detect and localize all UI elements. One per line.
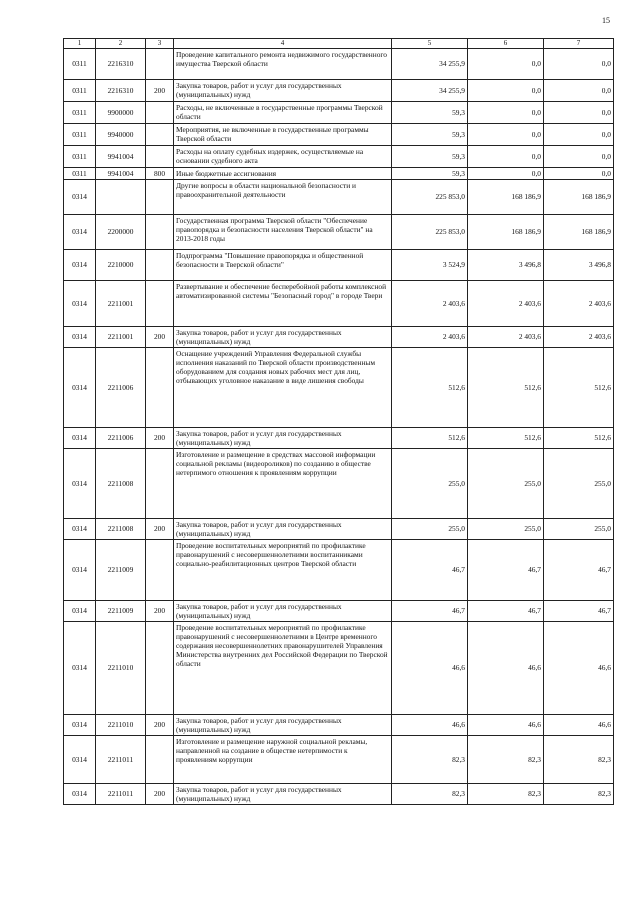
article-code: 9941004 [96, 145, 146, 167]
section-code: 0311 [64, 48, 96, 79]
section-code: 0314 [64, 427, 96, 448]
expense-type-code [146, 347, 174, 427]
amount-col-6: 0,0 [468, 145, 544, 167]
amount-col-7: 0,0 [544, 123, 614, 145]
article-code: 2211001 [96, 280, 146, 326]
item-name: Закупка товаров, работ и услуг для государственных (муниципальных) нужд [174, 714, 392, 735]
table-row [64, 600, 614, 621]
amount-col-6: 46,6 [468, 621, 544, 714]
item-name: Расходы, не включенные в государственные программы Тверской области [174, 101, 392, 123]
article-code: 2211001 [96, 326, 146, 347]
header-col-5: 5 [392, 39, 468, 49]
amount-col-5: 512,6 [392, 347, 468, 427]
amount-col-6: 255,0 [468, 518, 544, 539]
section-code: 0311 [64, 123, 96, 145]
amount-col-5: 46,6 [392, 621, 468, 714]
section-code: 0314 [64, 783, 96, 804]
table-row [64, 347, 614, 427]
expense-type-code [146, 735, 174, 783]
item-name: Мероприятия, не включенные в государственные программы Тверской области [174, 123, 392, 145]
table-row [64, 621, 614, 714]
section-code: 0314 [64, 326, 96, 347]
article-code [96, 179, 146, 214]
amount-col-7: 2 403,6 [544, 326, 614, 347]
amount-col-5: 46,7 [392, 539, 468, 600]
table-row [64, 179, 614, 214]
header-col-2: 2 [96, 39, 146, 49]
article-code: 9900000 [96, 101, 146, 123]
expense-type-code [146, 539, 174, 600]
item-name: Закупка товаров, работ и услуг для государственных (муниципальных) нужд [174, 518, 392, 539]
amount-col-7: 0,0 [544, 145, 614, 167]
article-code: 2211010 [96, 621, 146, 714]
section-code: 0314 [64, 249, 96, 280]
article-code: 9941004 [96, 167, 146, 179]
amount-col-5: 59,3 [392, 123, 468, 145]
article-code: 2211009 [96, 539, 146, 600]
amount-col-6: 168 186,9 [468, 214, 544, 249]
amount-col-6: 46,7 [468, 600, 544, 621]
table-body [64, 48, 614, 804]
amount-col-6: 255,0 [468, 448, 544, 518]
amount-col-5: 225 853,0 [392, 179, 468, 214]
amount-col-7: 3 496,8 [544, 249, 614, 280]
item-name: Закупка товаров, работ и услуг для государственных (муниципальных) нужд [174, 79, 392, 101]
amount-col-6: 2 403,6 [468, 326, 544, 347]
section-code: 0314 [64, 448, 96, 518]
table-row [64, 79, 614, 101]
item-name: Закупка товаров, работ и услуг для государственных (муниципальных) нужд [174, 600, 392, 621]
amount-col-7: 0,0 [544, 101, 614, 123]
table-row [64, 518, 614, 539]
item-name: Проведение воспитательных мероприятий по профилактике правонарушений с несовершеннолетними в Центре временного содержания несовершеннолетних правонарушителей Управления Министерства внутренних дел Российской Федерации по Тверской области [174, 621, 392, 714]
article-code: 2216310 [96, 48, 146, 79]
amount-col-7: 82,3 [544, 735, 614, 783]
amount-col-7: 0,0 [544, 167, 614, 179]
amount-col-7: 46,7 [544, 539, 614, 600]
section-code: 0311 [64, 79, 96, 101]
amount-col-5: 46,7 [392, 600, 468, 621]
header-col-7: 7 [544, 39, 614, 49]
expense-type-code [146, 48, 174, 79]
section-code: 0314 [64, 539, 96, 600]
amount-col-5: 2 403,6 [392, 280, 468, 326]
item-name: Развертывание и обеспечение бесперебойной работы комплексной автоматизированной системы "Безопасный город" в городе Твери [174, 280, 392, 326]
amount-col-5: 59,3 [392, 101, 468, 123]
table-row [64, 427, 614, 448]
amount-col-7: 46,7 [544, 600, 614, 621]
amount-col-6: 0,0 [468, 48, 544, 79]
header-col-6: 6 [468, 39, 544, 49]
table-row [64, 249, 614, 280]
article-code: 2211011 [96, 735, 146, 783]
amount-col-5: 82,3 [392, 783, 468, 804]
header-col-1: 1 [64, 39, 96, 49]
item-name: Другие вопросы в области национальной безопасности и правоохранительной деятельности [174, 179, 392, 214]
amount-col-7: 512,6 [544, 427, 614, 448]
table-row [64, 714, 614, 735]
item-name: Подпрограмма "Повышение правопорядка и общественной безопасности в Тверской области" [174, 249, 392, 280]
section-code: 0314 [64, 179, 96, 214]
expense-type-code [146, 101, 174, 123]
item-name: Закупка товаров, работ и услуг для государственных (муниципальных) нужд [174, 326, 392, 347]
amount-col-5: 225 853,0 [392, 214, 468, 249]
expense-type-code: 200 [146, 600, 174, 621]
amount-col-5: 255,0 [392, 448, 468, 518]
item-name: Оснащение учреждений Управления Федеральной службы исполнения наказаний по Тверской области производственным оборудованием для создания новых рабочих мест для лиц, отбывающих уголовное наказание в виде лишения свободы [174, 347, 392, 427]
item-name: Проведение капитального ремонта недвижимого государственного имущества Тверской области [174, 48, 392, 79]
item-name: Проведение воспитательных мероприятий по профилактике правонарушений с несовершеннолетними воспитанниками социально-реабилитационных центров Тверской области [174, 539, 392, 600]
amount-col-5: 82,3 [392, 735, 468, 783]
table-row [64, 539, 614, 600]
amount-col-6: 512,6 [468, 347, 544, 427]
expense-type-code: 800 [146, 167, 174, 179]
amount-col-7: 255,0 [544, 518, 614, 539]
item-name: Изготовление и размещение наружной социальной рекламы, направленной на создание в обществе нетерпимости к проявлениям коррупции [174, 735, 392, 783]
table-row [64, 735, 614, 783]
item-name: Расходы на оплату судебных издержек, осуществляемые на основании судебного акта [174, 145, 392, 167]
section-code: 0314 [64, 600, 96, 621]
amount-col-6: 0,0 [468, 101, 544, 123]
amount-col-6: 3 496,8 [468, 249, 544, 280]
article-code: 9940000 [96, 123, 146, 145]
amount-col-5: 59,3 [392, 145, 468, 167]
amount-col-7: 2 403,6 [544, 280, 614, 326]
amount-col-6: 82,3 [468, 783, 544, 804]
expense-type-code [146, 448, 174, 518]
amount-col-5: 2 403,6 [392, 326, 468, 347]
table-row [64, 214, 614, 249]
section-code: 0314 [64, 280, 96, 326]
section-code: 0311 [64, 145, 96, 167]
item-name: Закупка товаров, работ и услуг для государственных (муниципальных) нужд [174, 783, 392, 804]
amount-col-7: 0,0 [544, 48, 614, 79]
item-name: Иные бюджетные ассигнования [174, 167, 392, 179]
budget-table [63, 38, 614, 805]
article-code: 2211006 [96, 427, 146, 448]
amount-col-5: 34 255,9 [392, 48, 468, 79]
expense-type-code: 200 [146, 714, 174, 735]
header-col-4: 4 [174, 39, 392, 49]
page-number: 15 [602, 16, 610, 25]
amount-col-5: 59,3 [392, 167, 468, 179]
amount-col-5: 46,6 [392, 714, 468, 735]
article-code: 2200000 [96, 214, 146, 249]
section-code: 0314 [64, 621, 96, 714]
table-row [64, 280, 614, 326]
section-code: 0314 [64, 214, 96, 249]
section-code: 0314 [64, 714, 96, 735]
header-row [64, 39, 614, 49]
article-code: 2211006 [96, 347, 146, 427]
header-col-3: 3 [146, 39, 174, 49]
amount-col-7: 168 186,9 [544, 179, 614, 214]
amount-col-6: 512,6 [468, 427, 544, 448]
item-name: Изготовление и размещение в средствах массовой информации социальной рекламы (видеороликов) по созданию в обществе нетерпимого отношения к проявлениям коррупции [174, 448, 392, 518]
table-row [64, 123, 614, 145]
expense-type-code: 200 [146, 518, 174, 539]
expense-type-code [146, 214, 174, 249]
expense-type-code [146, 123, 174, 145]
amount-col-7: 46,6 [544, 621, 614, 714]
article-code: 2211009 [96, 600, 146, 621]
article-code: 2210000 [96, 249, 146, 280]
section-code: 0311 [64, 101, 96, 123]
amount-col-7: 255,0 [544, 448, 614, 518]
table-row [64, 101, 614, 123]
expense-type-code: 200 [146, 326, 174, 347]
amount-col-6: 0,0 [468, 79, 544, 101]
amount-col-7: 0,0 [544, 79, 614, 101]
amount-col-7: 46,6 [544, 714, 614, 735]
amount-col-6: 0,0 [468, 167, 544, 179]
article-code: 2211008 [96, 448, 146, 518]
article-code: 2216310 [96, 79, 146, 101]
amount-col-6: 82,3 [468, 735, 544, 783]
amount-col-7: 512,6 [544, 347, 614, 427]
table-row [64, 783, 614, 804]
amount-col-5: 3 524,9 [392, 249, 468, 280]
table-row [64, 448, 614, 518]
article-code: 2211010 [96, 714, 146, 735]
expense-type-code: 200 [146, 427, 174, 448]
amount-col-6: 46,7 [468, 539, 544, 600]
table-row [64, 48, 614, 79]
section-code: 0314 [64, 518, 96, 539]
item-name: Закупка товаров, работ и услуг для государственных (муниципальных) нужд [174, 427, 392, 448]
amount-col-7: 82,3 [544, 783, 614, 804]
table-row [64, 326, 614, 347]
item-name: Государственная программа Тверской области "Обеспечение правопорядка и безопасности населения Тверской области" на 2013-2018 годы [174, 214, 392, 249]
expense-type-code [146, 280, 174, 326]
expense-type-code [146, 621, 174, 714]
section-code: 0314 [64, 735, 96, 783]
section-code: 0314 [64, 347, 96, 427]
amount-col-6: 168 186,9 [468, 179, 544, 214]
amount-col-6: 0,0 [468, 123, 544, 145]
section-code: 0311 [64, 167, 96, 179]
table-row [64, 145, 614, 167]
amount-col-7: 168 186,9 [544, 214, 614, 249]
article-code: 2211008 [96, 518, 146, 539]
amount-col-5: 255,0 [392, 518, 468, 539]
expense-type-code: 200 [146, 79, 174, 101]
table-row [64, 167, 614, 179]
expense-type-code [146, 249, 174, 280]
expense-type-code [146, 145, 174, 167]
amount-col-5: 512,6 [392, 427, 468, 448]
amount-col-6: 2 403,6 [468, 280, 544, 326]
amount-col-6: 46,6 [468, 714, 544, 735]
article-code: 2211011 [96, 783, 146, 804]
expense-type-code: 200 [146, 783, 174, 804]
amount-col-5: 34 255,9 [392, 79, 468, 101]
expense-type-code [146, 179, 174, 214]
